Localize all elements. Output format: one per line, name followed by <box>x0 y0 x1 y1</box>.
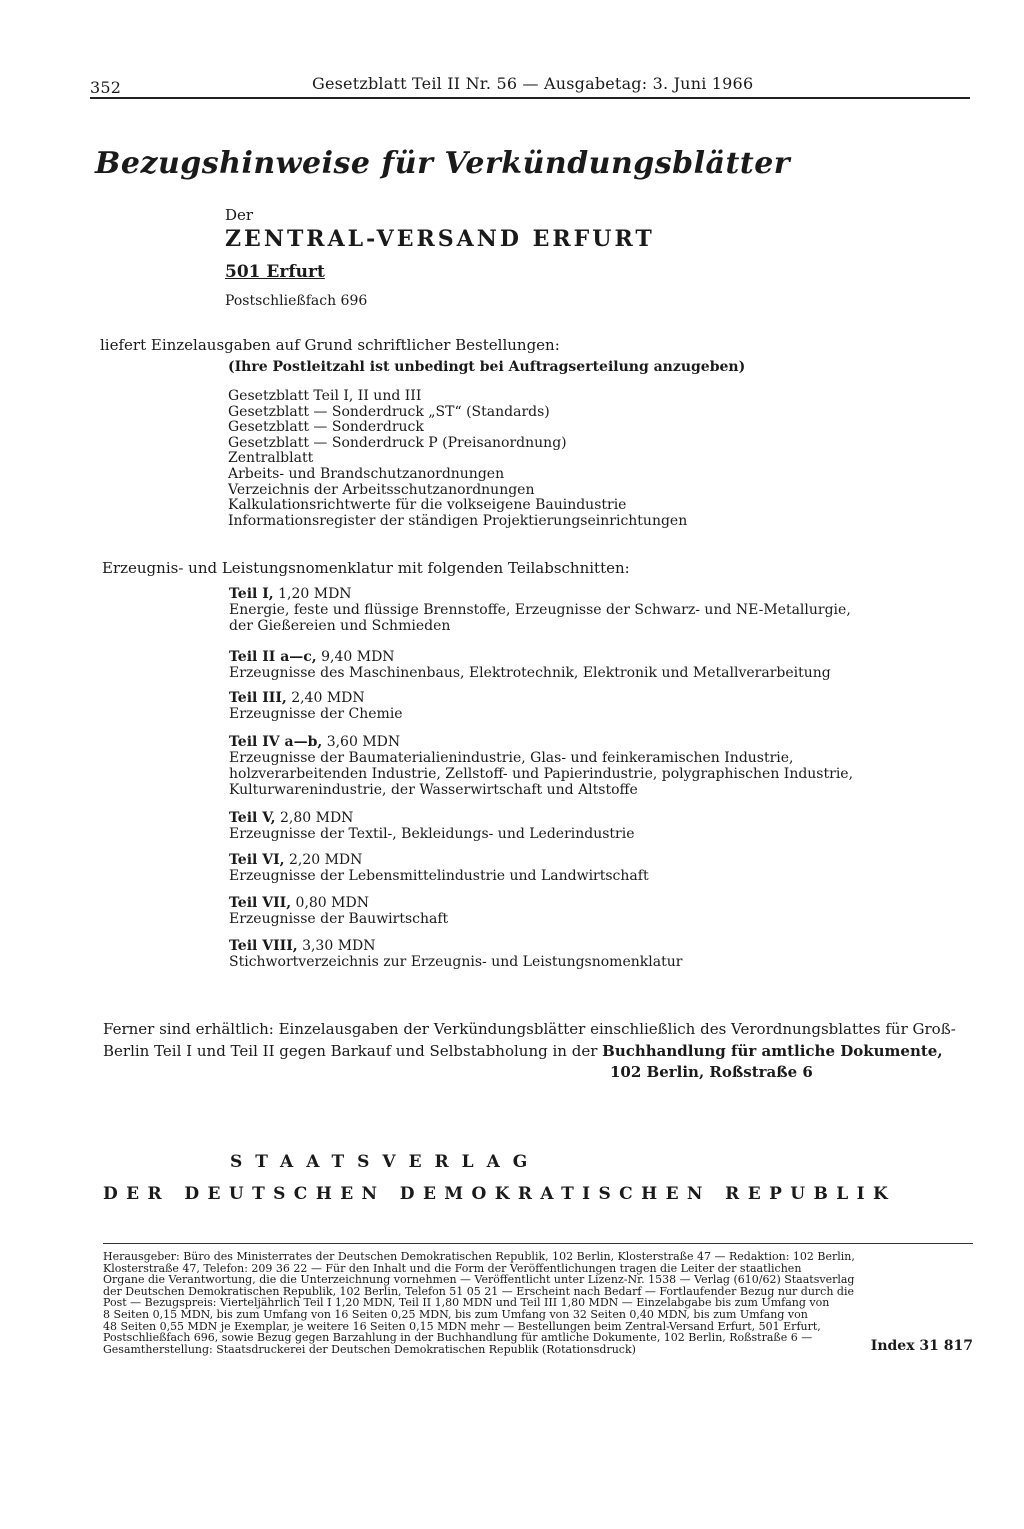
imprint-line: 8 Seiten 0,15 MDN, bis zum Umfang von 16 Seiten 0,25 MDN, bis zum Umfang von 32 Seiten 0,40 MDN, bis zum Umfang von <box>103 1307 808 1321</box>
imprint-line: der Deutschen Demokratischen Republik, 102 Berlin, Telefon 51 05 21 — Erscheint nach Bedarf — Fortlaufender Bezug nur durch die <box>103 1284 854 1298</box>
list-item: Gesetzblatt — Sonderdruck „ST“ (Standards) <box>228 403 550 420</box>
teil-label: Teil I, <box>229 586 274 602</box>
teil-desc: Erzeugnisse des Maschinenbaus, Elektrotechnik, Elektronik und Metallverarbeitung <box>229 665 831 681</box>
teil-8 <box>229 938 682 970</box>
teil-price: 3,60 MDN <box>326 734 401 750</box>
teil-price: 1,20 MDN <box>278 586 352 602</box>
supplier-city: 501 Erfurt <box>225 262 325 282</box>
imprint-line: 48 Seiten 0,55 MDN je Exemplar, je weitere 16 Seiten 0,15 MDN mehr — Bestellungen beim Zentral-Versand Erfurt, 501 Erfurt, <box>103 1319 821 1333</box>
imprint-line: Post — Bezugspreis: Vierteljährlich Teil I 1,20 MDN, Teil II 1,80 MDN und Teil III 1,80 MDN — Einzelabgabe bis zum Umfang von <box>103 1296 830 1310</box>
header-rule <box>90 97 970 99</box>
bookshop-address: 102 Berlin, Roßstraße 6 <box>610 1063 813 1081</box>
nomenclature-intro: Erzeugnis- und Leistungsnomenklatur mit folgenden Teilabschnitten: <box>102 559 630 577</box>
teil-2 <box>229 649 831 681</box>
supplier-der: Der <box>225 206 254 224</box>
imprint-line: Postschließfach 696, sowie Bezug gegen Barzahlung in der Buchhandlung für amtliche Dokumente, 102 Berlin, Roßstraße 6 — <box>103 1331 813 1345</box>
intro-text: liefert Einzelausgaben auf Grund schriftlicher Bestellungen: <box>100 336 560 354</box>
imprint <box>103 1251 973 1355</box>
teil-1 <box>229 586 851 634</box>
teil-price: 2,20 MDN <box>288 852 363 868</box>
publications-list <box>228 389 687 529</box>
teil-label: Teil II a—c, <box>229 649 317 665</box>
list-item: Gesetzblatt — Sonderdruck <box>228 419 424 436</box>
bookshop-name: Buchhandlung für amtliche Dokumente, <box>602 1042 943 1060</box>
teil-7 <box>229 895 448 927</box>
teil-label: Teil VII, <box>229 895 292 911</box>
index-number: Index 31 817 <box>870 1337 973 1354</box>
imprint-line: Herausgeber: Büro des Ministerrates der Deutschen Demokratischen Republik, 102 Berlin, Klosterstraße 47 — Redaktion: 102 Berlin, <box>103 1250 855 1263</box>
teil-desc: Kulturwarenindustrie, der Wasserwirtschaft und Altstoffe <box>229 782 638 798</box>
teil-label: Teil VI, <box>229 852 285 868</box>
teil-desc: Erzeugnisse der Textil-, Bekleidungs- und Lederindustrie <box>229 826 635 842</box>
running-title: Gesetzblatt Teil II Nr. 56 — Ausgabetag: 3. Juni 1966 <box>312 74 754 93</box>
imprint-rule <box>103 1243 973 1244</box>
list-item: Gesetzblatt — Sonderdruck P (Preisanordnung) <box>228 434 567 451</box>
teil-price: 0,80 MDN <box>295 895 369 911</box>
imprint-line: Organe die Verantwortung, die die Unterzeichnung vornehmen — Veröffentlicht unter Lizenz-Nr. 1538 — Verlag (610/62) Staatsverlag <box>103 1273 855 1287</box>
teil-label: Teil IV a—b, <box>229 734 323 750</box>
postcode-note: (Ihre Postleitzahl ist unbedingt bei Auftragserteilung anzugeben) <box>228 359 746 375</box>
teil-label: Teil III, <box>229 690 287 706</box>
list-item: Kalkulationsrichtwerte für die volkseigene Bauindustrie <box>228 497 627 514</box>
page-title: Bezugshinweise für Verkündungsblätter <box>95 146 791 181</box>
publisher-line-2: DER DEUTSCHEN DEMOKRATISCHEN REPUBLIK <box>103 1184 897 1204</box>
list-item: Arbeits- und Brandschutzanordnungen <box>228 465 505 482</box>
list-item: Verzeichnis der Arbeitsschutzanordnungen <box>228 481 535 498</box>
teil-label: Teil V, <box>229 810 276 826</box>
teil-price: 9,40 MDN <box>321 649 395 665</box>
ferner-line-1: Ferner sind erhältlich: Einzelausgaben der Verkündungsblätter einschließlich des Verordnungsblattes für Groß- <box>103 1020 956 1038</box>
teil-3 <box>229 690 403 722</box>
teil-price: 2,40 MDN <box>291 690 365 706</box>
teil-price: 2,80 MDN <box>279 810 354 826</box>
list-item: Informationsregister der ständigen Projektierungseinrichtungen <box>228 512 688 529</box>
list-item: Zentralblatt <box>228 450 314 467</box>
teil-desc: Erzeugnisse der Bauwirtschaft <box>229 911 449 927</box>
imprint-line: Klosterstraße 47, Telefon: 209 36 22 — Für den Inhalt und die Form der Veröffentlichungen tragen die Leiter der staatlichen <box>103 1261 802 1275</box>
teil-desc: Erzeugnisse der Chemie <box>229 706 403 722</box>
teil-price: 3,30 MDN <box>302 938 376 954</box>
list-item: Gesetzblatt Teil I, II und III <box>228 388 422 404</box>
teil-5 <box>229 810 635 842</box>
teil-desc: Erzeugnisse der Lebensmittelindustrie und Landwirtschaft <box>229 868 649 884</box>
page-number: 352 <box>90 78 122 97</box>
teil-desc: Erzeugnisse der Baumaterialienindustrie, Glas- und feinkeramischen Industrie, <box>229 750 794 766</box>
teil-4 <box>229 734 853 798</box>
teil-desc: Stichwortverzeichnis zur Erzeugnis- und Leistungsnomenklatur <box>229 954 683 970</box>
publisher-line-1: STAATSVERLAG <box>230 1152 541 1172</box>
ferner-line-2 <box>103 1043 943 1060</box>
supplier-postbox: Postschließfach 696 <box>225 293 368 309</box>
teil-6 <box>229 852 649 884</box>
teil-label: Teil VIII, <box>229 938 298 954</box>
teil-desc: der Gießereien und Schmieden <box>229 618 451 634</box>
teil-desc: Energie, feste und flüssige Brennstoffe, Erzeugnisse der Schwarz- und NE-Metallurgie, <box>229 602 851 618</box>
teil-desc: holzverarbeitenden Industrie, Zellstoff- und Papierindustrie, polygraphischen Industrie, <box>229 766 854 782</box>
ferner-line-2-text: Berlin Teil I und Teil II gegen Barkauf und Selbstabholung in der <box>103 1042 598 1060</box>
imprint-line: Gesamtherstellung: Staatsdruckerei der Deutschen Demokratischen Republik (Rotationsdruck) <box>103 1342 636 1356</box>
supplier-name: ZENTRAL-VERSAND ERFURT <box>225 226 655 252</box>
